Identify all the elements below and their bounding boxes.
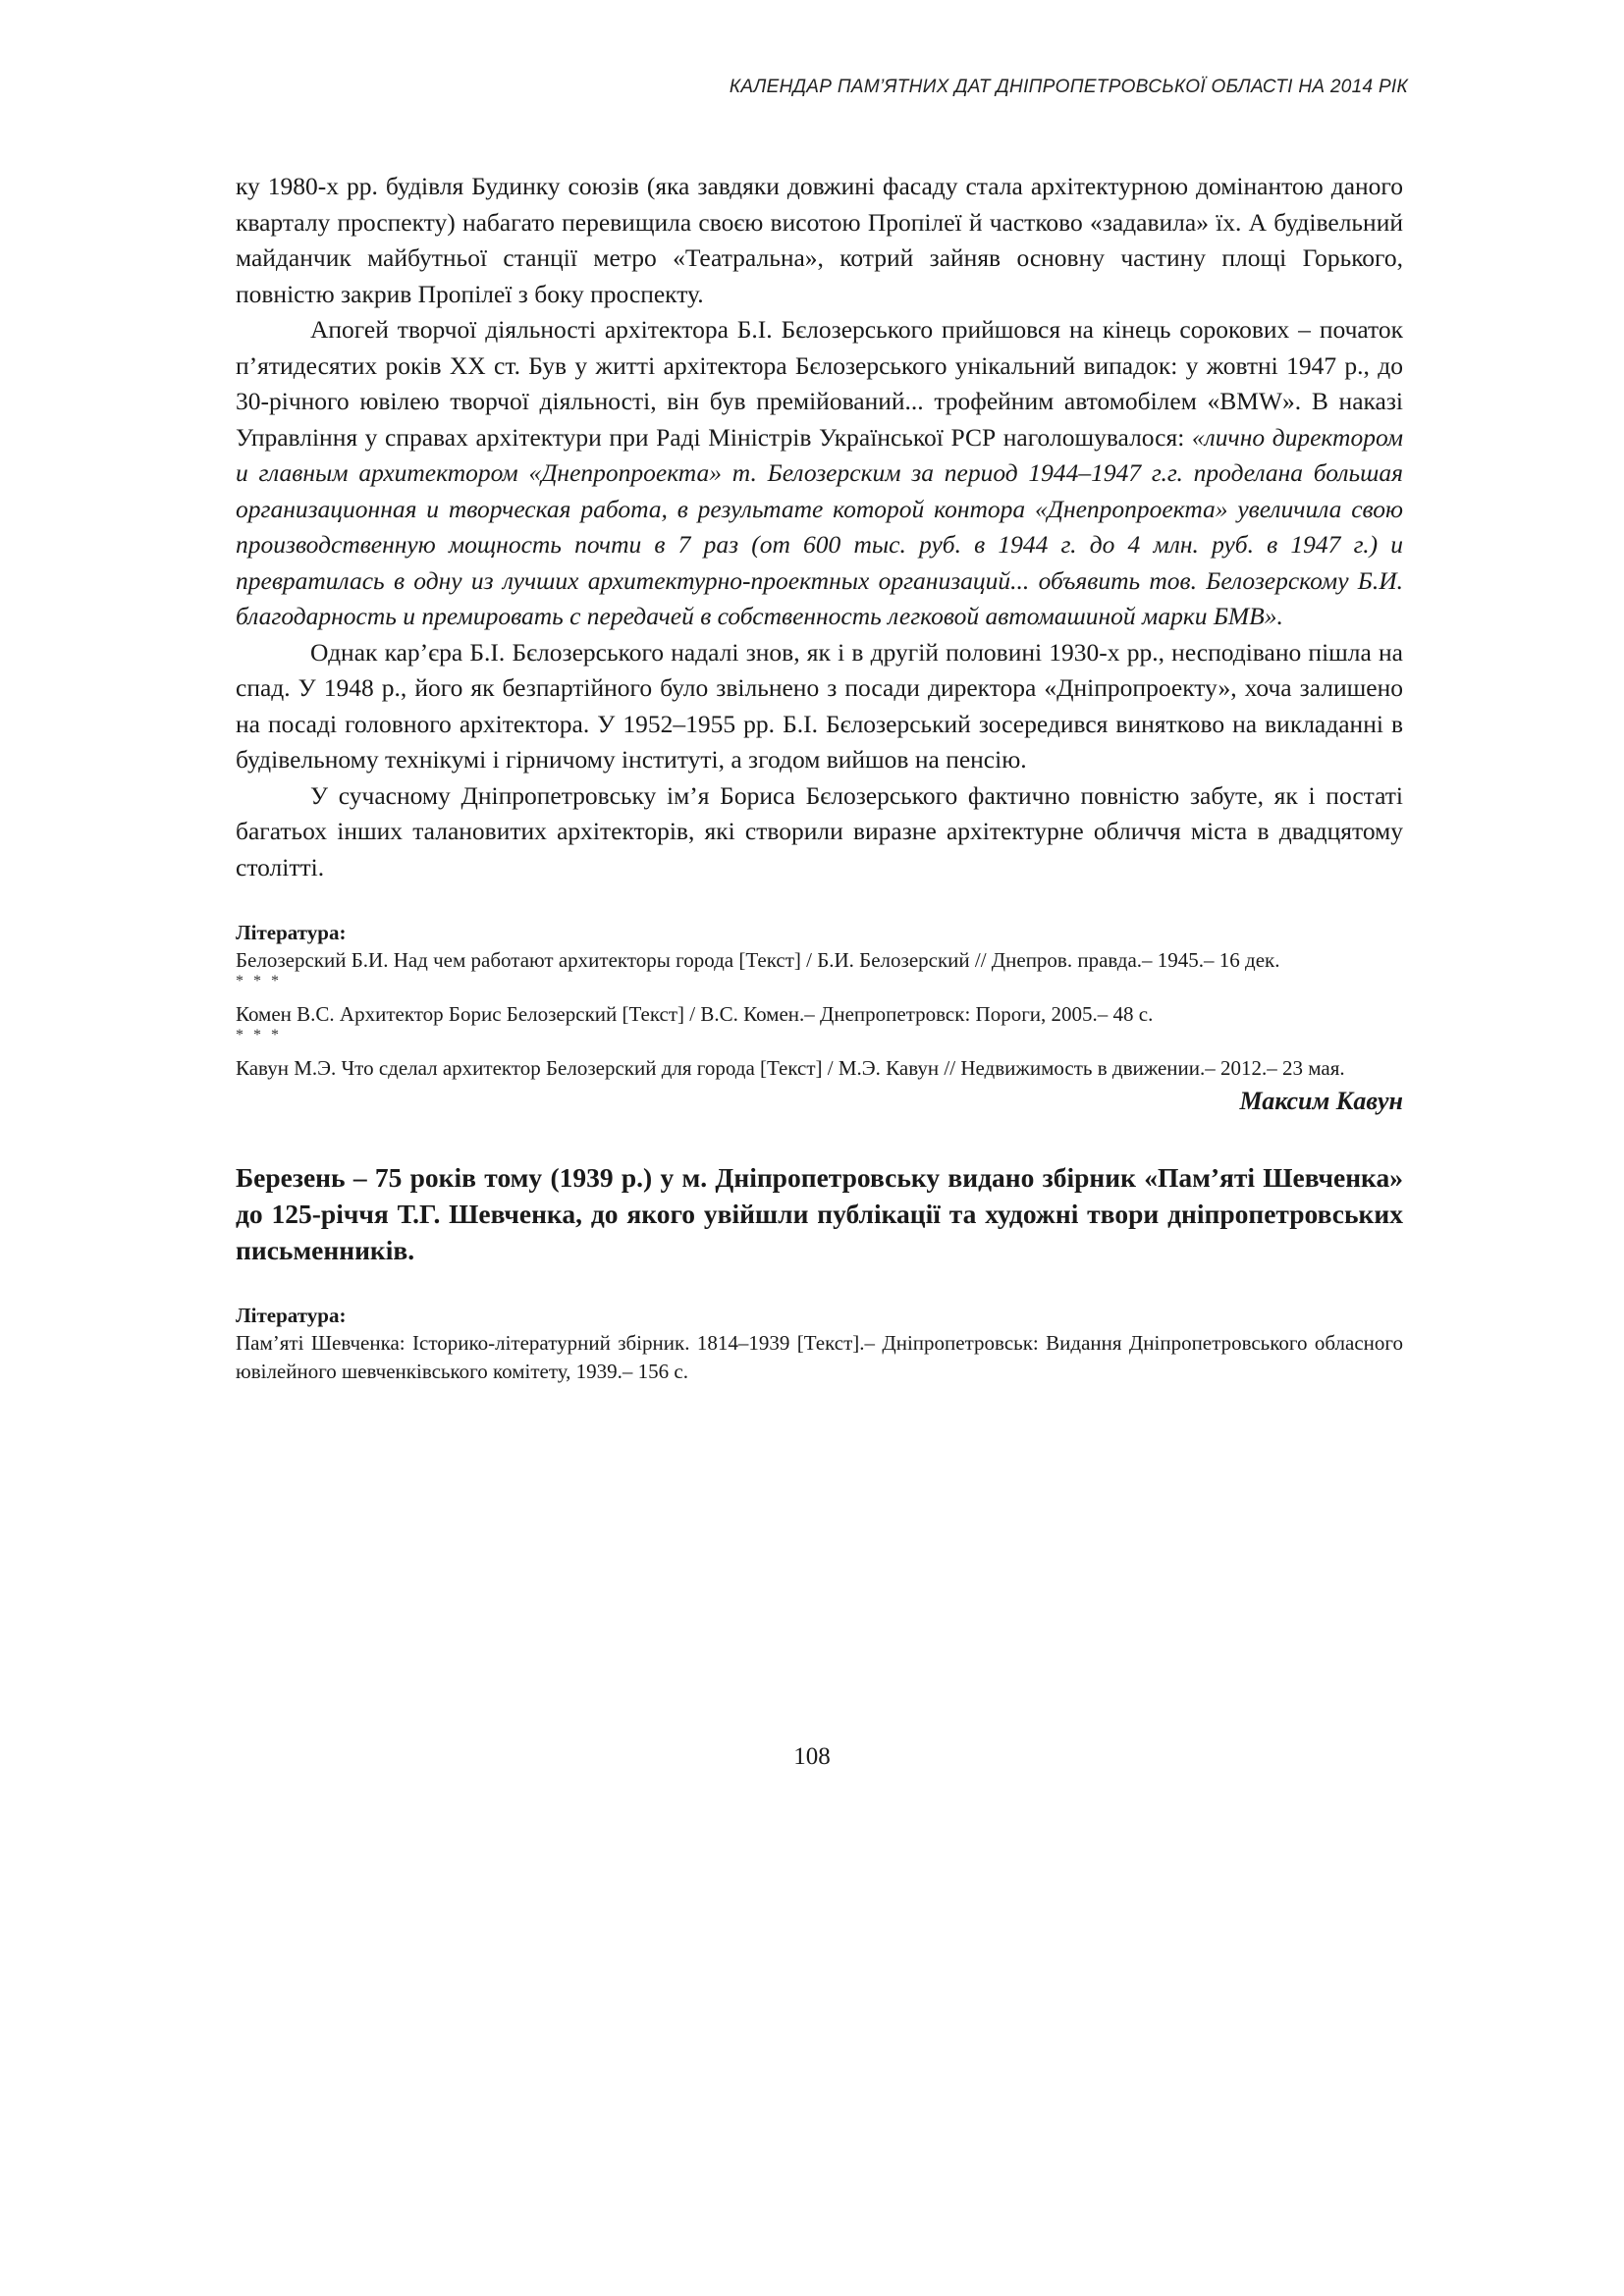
article-author: Максим Кавун (1239, 1087, 1403, 1115)
article-paragraph: У сучасному Дніпропетровську ім’я Бориса Бєлозерського фактично повністю забуте, як і постаті багатьох інших талановитих архітекторів, які створили виразне архітектурне обличчя міста в двадцятому столітті. (236, 780, 1403, 881)
event-heading: Березень – 75 років тому (1939 р.) у м. Дніпропетровську видано збірник «Пам’яті Шевченка» до 125-річчя Т.Г. Шевченка, до якого увійшли публікації та художні твори дніпропетровських письменників. (236, 1162, 1403, 1265)
separator-stars: * * * (236, 1027, 282, 1043)
event-literature-section (236, 1302, 1403, 1386)
article-paragraph-with-quote (236, 312, 1403, 635)
page-content (236, 169, 1403, 1386)
literature-entry: Кавун М.Э. Что сделал архитектор Белозерский для города [Текст] / М.Э. Кавун // Недвижимость в движении.– 2012.– 23 мая. (236, 1056, 1345, 1080)
literature-heading: Література: (236, 921, 347, 944)
literature-entry: Белозерский Б.И. Над чем работают архитекторы города [Текст] / Б.И. Белозерский // Днепров. правда.– 1945.– 16 дек. (236, 948, 1280, 972)
running-header: КАЛЕНДАР ПАМ’ЯТНИХ ДАТ ДНІПРОПЕТРОВСЬКОЇ ОБЛАСТІ НА 2014 РІК (729, 77, 1408, 97)
literature-entry: Комен В.С. Архитектор Борис Белозерский [Текст] / В.С. Комен.– Днепропетровск: Пороги, 2005.– 48 с. (236, 1002, 1154, 1026)
literature-heading: Література: (236, 1304, 347, 1327)
article-paragraph: Однак кар’єра Б.І. Бєлозерського надалі знов, як і в другій половині 1930-х рр., несподівано пішла на спад. У 1948 р., його як безпартійного було звільнено з посади директора «Дніпропроекту», хоча залишено на посаді головного архітектора. У 1952–1955 рр. Б.І. Бєлозерський зосередився винятково на викладанні в будівельному технікумі і гірничому інституті, а згодом вийшов на пенсію. (236, 637, 1403, 774)
page-number: 108 (793, 1743, 831, 1770)
order-quote: «лично директором и главным архитектором «Днепропроекта» т. Белозерским за период 1944–1947 г.г. проделана большая организационная и творческая работа, в результате которой контора «Днепропроекта» увеличила свою производственную мощность почти в 7 раз (от 600 тыс. руб. в 1944 г. до 4 млн. руб. в 1947 г.) и превратилась в одну из лучших архитектурно-проектных организаций... объявить тов. Белозерскому Б.И. благодарность и премировать с передачей в собственность легковой автомашиной марки БМВ». (236, 422, 1403, 630)
literature-entry: Пам’яті Шевченка: Історико-літературний збірник. 1814–1939 [Текст].– Дніпропетровськ: Видання Дніпропетровського обласного ювілейного шевченківського комітету, 1939.– 156 с. (236, 1331, 1403, 1383)
article-paragraph-text: Апогей творчої діяльності архітектора Б.І. Бєлозерського прийшовся на кінець сорокових – початок п’ятидесятих років ХХ ст. Був у житті архітектора Бєлозерського унікальний випадок: у жовтні 1947 р., до 30-річного ювілею творчої діяльності, він був премійований... трофейним автомобілем «BMW». В наказі Управління у справах архітектури при Раді Міністрів Української РСР наголошувалося: (236, 315, 1403, 452)
separator-stars: * * * (236, 973, 282, 989)
literature-section (236, 919, 1403, 1083)
article-paragraph: ку 1980-х рр. будівля Будинку союзів (яка завдяки довжині фасаду стала архітектурною домінантою даного кварталу проспекту) набагато перевищила своєю висотою Пропілеї й частково «задавила» їх. А будівельний майданчик майбутньої станції метро «Театральна», котрий зайняв основну частину площі Горького, повністю закрив Пропілеї з боку проспекту. (236, 172, 1403, 308)
